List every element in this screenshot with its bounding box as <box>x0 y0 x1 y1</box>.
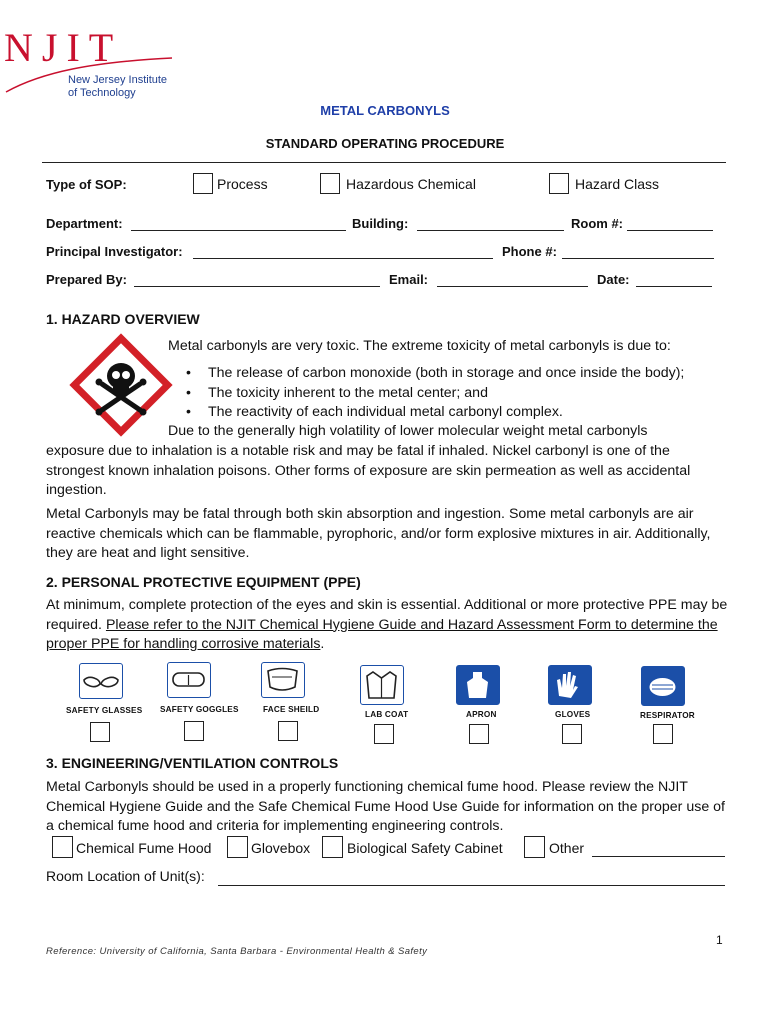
department-field[interactable] <box>131 216 346 231</box>
biosafety-cabinet-label: Biological Safety Cabinet <box>347 840 503 856</box>
ppe-label-apron: APRON <box>466 710 497 719</box>
safety-glasses-checkbox[interactable] <box>90 722 110 742</box>
skull-crossbones-icon <box>66 330 176 440</box>
room-field[interactable] <box>627 216 713 231</box>
hazard-bullets <box>168 364 738 423</box>
respirator-checkbox[interactable] <box>653 724 673 744</box>
department-label: Department: <box>46 216 123 231</box>
fume-hood-label: Chemical Fume Hood <box>76 840 212 856</box>
face-shield-icon <box>261 662 305 698</box>
engineering-controls-heading: 3. ENGINEERING/VENTILATION CONTROLS <box>46 755 339 771</box>
hazard-para1-line1: Due to the generally high volatility of lower molecular weight metal carbonyls <box>168 423 648 439</box>
biosafety-cabinet-checkbox[interactable] <box>322 836 343 858</box>
pi-label: Principal Investigator: <box>46 244 183 259</box>
logo-line2: of Technology <box>68 87 136 99</box>
ppe-label-respirator: RESPIRATOR <box>640 711 695 720</box>
respirator-icon <box>641 666 685 706</box>
other-field[interactable] <box>592 842 725 857</box>
ppe-text-plain: At minimum, complete protection of the eyes and skin is essential. Additional or more protective PPE may be required. <box>46 597 728 633</box>
glovebox-checkbox[interactable] <box>227 836 248 858</box>
email-field[interactable] <box>437 272 588 287</box>
date-field[interactable] <box>636 272 712 287</box>
chemical-hygiene-guide-link[interactable]: Please refer to the NJIT Chemical Hygiene Guide and Hazard Assessment Form to determine the proper PPE for handling corrosive materials <box>46 616 718 652</box>
other-checkbox[interactable] <box>524 836 545 858</box>
sop-hazard-class-checkbox[interactable] <box>549 173 569 194</box>
building-field[interactable] <box>417 216 564 231</box>
reference-footer: Reference: University of California, Santa Barbara - Environmental Health & Safety <box>46 946 428 957</box>
sop-hazardous-chemical-label: Hazardous Chemical <box>346 176 476 192</box>
room-location-label: Room Location of Unit(s): <box>46 868 205 884</box>
njit-logo <box>2 22 177 102</box>
logo-letters: NJIT <box>4 25 123 70</box>
engineering-text: Metal Carbonyls should be used in a properly functioning chemical fume hood. Please review the NJIT Chemical Hygiene Guide and the Safe Chemical Fume Hood Use Guide for information on the proper use of a chemical fume hood and criteria for implementing engineering controls. <box>46 779 725 834</box>
apron-icon <box>456 665 500 705</box>
safety-goggles-checkbox[interactable] <box>184 721 204 741</box>
hazard-intro: Metal carbonyls are very toxic. The extreme toxicity of metal carbonyls is due to: <box>168 338 671 354</box>
ppe-text <box>46 596 732 655</box>
prepared-by-field[interactable] <box>134 272 380 287</box>
hazard-bullet: • The release of carbon monoxide (both in storage and once inside the body); <box>168 364 738 384</box>
ppe-text-end: . <box>320 636 325 652</box>
hazard-overview-heading: 1. HAZARD OVERVIEW <box>46 311 200 327</box>
pi-field[interactable] <box>193 244 493 259</box>
ghs-toxic-pictogram <box>66 330 176 440</box>
sop-hazardous-chemical-checkbox[interactable] <box>320 173 340 194</box>
lab-coat-icon <box>360 665 404 705</box>
phone-field[interactable] <box>562 244 714 259</box>
hazard-para1-rest: exposure due to inhalation is a notable risk and may be fatal if inhaled. Nickel carbonyl is one of the strongest known inhalation poisons. Other forms of exposure are skin permeation as well as accidental ingestion. <box>46 443 691 498</box>
doc-subtitle: STANDARD OPERATING PROCEDURE <box>265 136 505 151</box>
hazard-bullet: • The toxicity inherent to the metal center; and <box>168 384 738 404</box>
gloves-icon <box>548 665 592 705</box>
title-rule <box>42 162 726 163</box>
building-label: Building: <box>352 216 409 231</box>
hazard-para2: Metal Carbonyls may be fatal through both skin absorption and ingestion. Some metal carbonyls are air reactive chemicals which can be flammable, pyrophoric, and/or form explosive mixtures in air. Additionally, they are heat and light sensitive. <box>46 506 711 561</box>
ppe-label-gloves: GLOVES <box>555 710 591 719</box>
ppe-label-safety-glasses: SAFETY GLASSES <box>66 706 143 715</box>
ppe-heading: 2. PERSONAL PROTECTIVE EQUIPMENT (PPE) <box>46 574 361 590</box>
safety-glasses-icon <box>79 663 123 699</box>
date-label: Date: <box>597 272 630 287</box>
sop-process-label: Process <box>217 176 268 192</box>
sop-type-label: Type of SOP: <box>46 177 127 192</box>
face-shield-checkbox[interactable] <box>278 721 298 741</box>
sop-hazard-class-label: Hazard Class <box>575 176 660 192</box>
safety-goggles-icon <box>167 662 211 698</box>
sop-process-checkbox[interactable] <box>193 173 213 194</box>
gloves-checkbox[interactable] <box>562 724 582 744</box>
email-label: Email: <box>389 272 429 287</box>
ppe-label-face-shield: FACE SHEILD <box>263 705 320 714</box>
room-label: Room #: <box>571 216 623 231</box>
lab-coat-checkbox[interactable] <box>374 724 394 744</box>
doc-title: METAL CARBONYLS <box>320 103 450 118</box>
page-number: 1 <box>716 933 723 947</box>
prepared-by-label: Prepared By: <box>46 272 127 287</box>
fume-hood-checkbox[interactable] <box>52 836 73 858</box>
apron-checkbox[interactable] <box>469 724 489 744</box>
phone-label: Phone #: <box>502 244 557 259</box>
ppe-label-safety-goggles: SAFETY GOGGLES <box>160 705 239 714</box>
other-label: Other <box>549 840 585 856</box>
ppe-label-lab-coat: LAB COAT <box>365 710 409 719</box>
glovebox-label: Glovebox <box>251 840 311 856</box>
room-location-field[interactable] <box>218 870 725 886</box>
logo-line1: New Jersey Institute <box>68 74 168 86</box>
hazard-bullet: • The reactivity of each individual metal carbonyl complex. <box>168 403 738 423</box>
